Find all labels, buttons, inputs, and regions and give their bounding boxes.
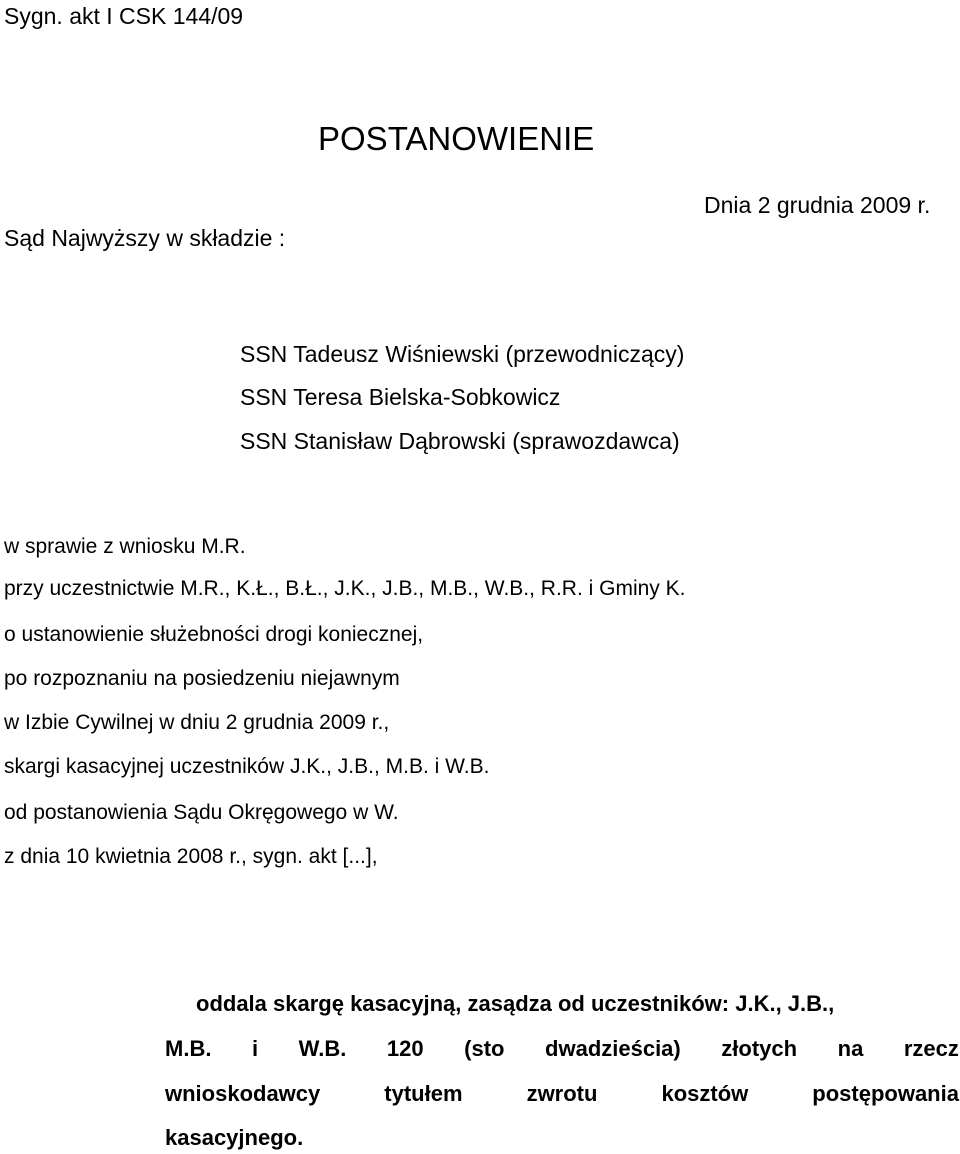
ruling-word: złotych [721, 1036, 798, 1061]
ruling-word: na [837, 1036, 864, 1061]
ruling-line [165, 1080, 959, 1108]
judge-presiding: SSN Tadeusz Wiśniewski (przewodniczący) [240, 341, 685, 367]
ruling-word: (sto [464, 1036, 505, 1061]
ruling-word: 120 [386, 1036, 424, 1061]
judge-member: SSN Teresa Bielska-Sobkowicz [240, 384, 561, 410]
ruling-word: postępowania [812, 1081, 959, 1106]
body-line: skargi kasacyjnej uczestników J.K., J.B., M.B. i W.B. [4, 755, 490, 778]
ruling-word: zwrotu [526, 1081, 598, 1106]
body-line: o ustanowienie służebności drogi koniecznej, [4, 623, 424, 646]
court-composition-label: Sąd Najwyższy w składzie : [4, 225, 286, 251]
body-line: z dnia 10 kwietnia 2008 r., sygn. akt [...], [4, 845, 378, 868]
case-signature: Sygn. akt I CSK 144/09 [4, 3, 244, 29]
body-line: od postanowienia Sądu Okręgowego w W. [4, 801, 399, 824]
body-line: po rozpoznaniu na posiedzeniu niejawnym [4, 667, 400, 690]
document-date: Dnia 2 grudnia 2009 r. [704, 192, 931, 218]
ruling-word: kosztów [661, 1081, 749, 1106]
ruling-line [165, 1035, 959, 1063]
body-line: przy uczestnictwie M.R., K.Ł., B.Ł., J.K., J.B., M.B., W.B., R.R. i Gminy K. [4, 577, 686, 600]
document-title: POSTANOWIENIE [318, 120, 595, 157]
judge-rapporteur: SSN Stanisław Dąbrowski (sprawozdawca) [240, 428, 680, 454]
ruling-word: i [252, 1036, 259, 1061]
ruling-word: tytułem [384, 1081, 463, 1106]
ruling-word: wnioskodawcy [165, 1081, 321, 1106]
ruling-line: oddala skargę kasacyjną, zasądza od uczestników: J.K., J.B., [196, 991, 835, 1016]
ruling-line: kasacyjnego. [165, 1125, 304, 1150]
ruling-word: M.B. [165, 1036, 212, 1061]
body-line: w Izbie Cywilnej w dniu 2 grudnia 2009 r., [4, 711, 390, 734]
ruling-word: rzecz [903, 1036, 959, 1061]
ruling-word: dwadzieścia) [545, 1036, 681, 1061]
body-line: w sprawie z wniosku M.R. [4, 535, 246, 558]
ruling-word: W.B. [298, 1036, 347, 1061]
